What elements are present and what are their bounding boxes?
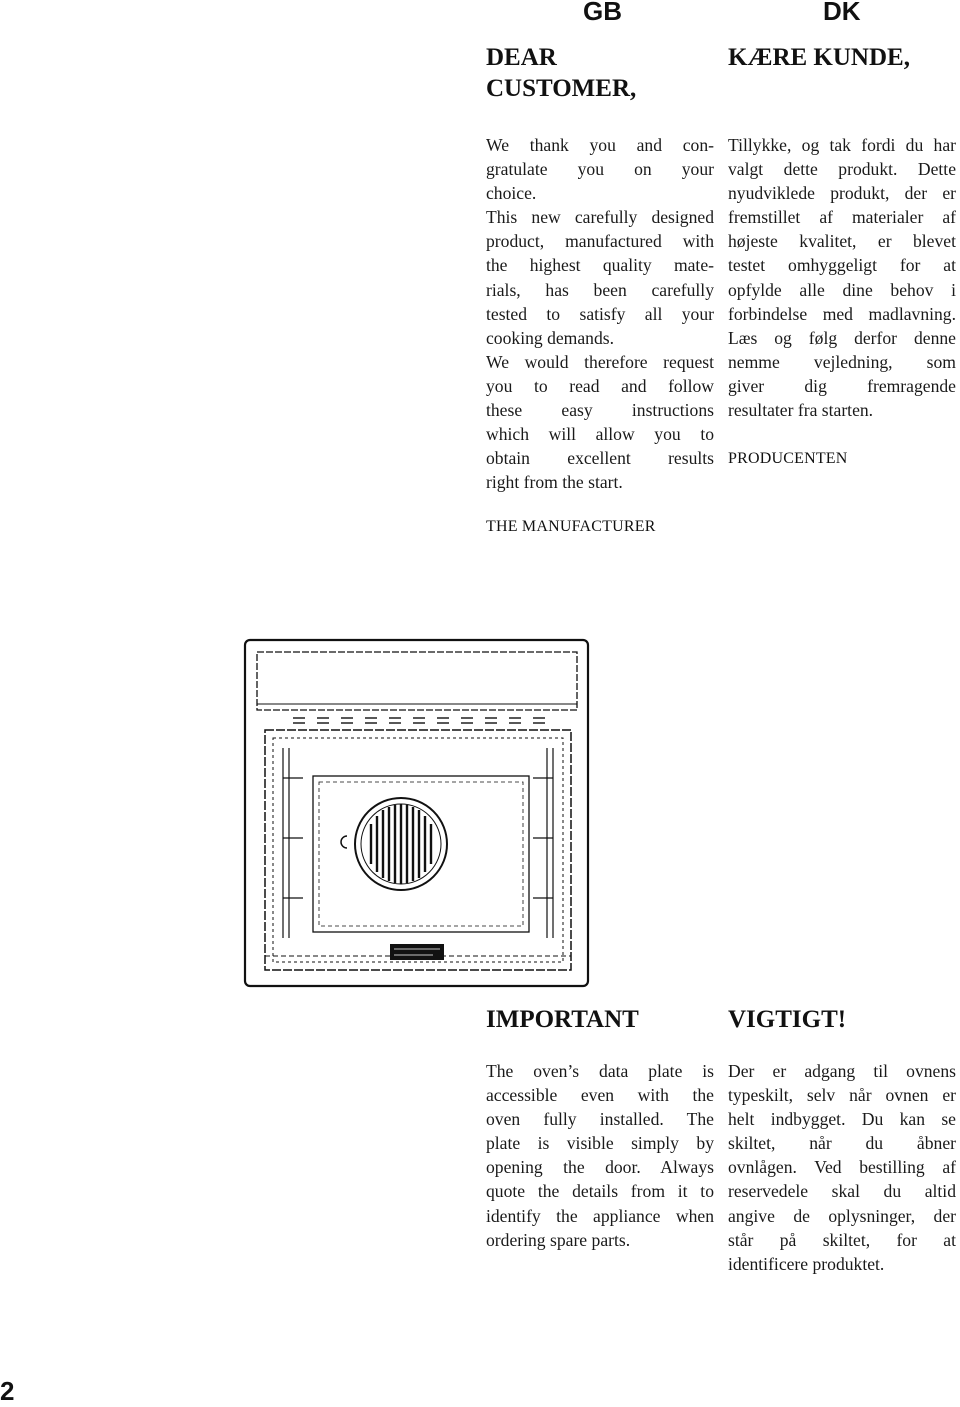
- gb-heading-line-1: DEAR: [486, 44, 557, 71]
- gb-intro-line: which will allow you to: [486, 424, 714, 445]
- language-code-dk: DK: [823, 0, 861, 26]
- gb-important-heading: IMPORTANT: [486, 1006, 639, 1033]
- dk-important-line: reservedele skal du altid: [728, 1181, 956, 1202]
- gb-important-text: [486, 1059, 714, 1252]
- gb-intro-line: cooking demands.: [486, 327, 615, 348]
- dk-important-line: Der er adgang til ovnens: [728, 1061, 956, 1081]
- dk-intro-line: opfylde alle dine behov i: [728, 279, 956, 300]
- gb-intro-line: choice.: [486, 183, 537, 204]
- dk-intro-line: nyudviklede produkt, der er: [728, 183, 956, 204]
- gb-important-line: oven fully installed. The: [486, 1109, 714, 1130]
- dk-intro-line: resultater fra starten.: [728, 400, 874, 421]
- gb-intro-line: obtain excellent results: [486, 448, 714, 469]
- gb-signature: THE MANUFACTURER: [486, 518, 656, 535]
- dk-intro-line: testet omhyggeligt for at: [728, 255, 956, 276]
- dk-intro-line: giver dig fremragende: [728, 375, 956, 396]
- dk-intro-line: højeste kvalitet, er blevet: [728, 231, 956, 252]
- gb-intro-line: the highest quality mate-: [486, 255, 714, 276]
- gb-important-line: quote the details from it to: [486, 1181, 714, 1202]
- gb-intro-line: rials, has been carefully: [486, 279, 714, 300]
- gb-intro-line: product, manufactured with: [486, 231, 714, 252]
- dk-important-line: typeskilt, selv når ovnen er: [728, 1085, 956, 1106]
- dk-important-line: står på skiltet, for at: [728, 1229, 956, 1250]
- gb-important-line: ordering spare parts.: [486, 1229, 631, 1250]
- gb-heading-line-2: CUSTOMER,: [486, 75, 637, 102]
- dk-intro-line: Tillykke, og tak fordi du har: [728, 135, 956, 155]
- gb-important-line: identify the appliance when: [486, 1205, 714, 1226]
- dk-important-line: identificere produktet.: [728, 1253, 885, 1274]
- gb-important-line: accessible even with the: [486, 1085, 714, 1106]
- page-number: 2: [0, 1376, 15, 1406]
- gb-important-line: The oven’s data plate is: [486, 1061, 714, 1081]
- gb-intro-text: [486, 133, 714, 494]
- dk-important-heading: VIGTIGT!: [728, 1006, 847, 1033]
- gb-intro-line: you to read and follow: [486, 375, 714, 396]
- dk-important-line: helt indbygget. Du kan se: [728, 1109, 956, 1130]
- language-code-gb: GB: [583, 0, 622, 26]
- dk-intro-line: fremstillet af materialer af: [728, 207, 956, 228]
- dk-intro-line: forbindelse med madlavning.: [728, 303, 956, 324]
- dk-signature: PRODUCENTEN: [728, 450, 848, 467]
- gb-intro-line: gratulate you on your: [486, 159, 714, 180]
- gb-intro-line: these easy instructions: [486, 400, 714, 421]
- dk-heading: KÆRE KUNDE,: [728, 44, 910, 71]
- dk-important-line: angive de oplysninger, der: [728, 1205, 956, 1226]
- dk-important-text: [728, 1059, 956, 1276]
- gb-intro-line: We thank you and con-: [486, 135, 714, 155]
- gb-important-line: plate is visible simply by: [486, 1133, 714, 1154]
- dk-important-line: skiltet, når du åbner: [728, 1133, 956, 1154]
- dk-intro-text: [728, 133, 956, 422]
- gb-intro-line: We would therefore request: [486, 351, 714, 372]
- gb-heading: [486, 42, 636, 104]
- gb-intro-line: tested to satisfy all your: [486, 303, 714, 324]
- dk-important-line: ovnlågen. Ved bestilling af: [728, 1157, 956, 1178]
- gb-intro-line: This new carefully designed: [486, 207, 714, 228]
- dk-intro-line: valgt dette produkt. Dette: [728, 159, 956, 180]
- gb-important-line: opening the door. Always: [486, 1157, 714, 1178]
- gb-intro-line: right from the start.: [486, 472, 623, 493]
- dk-intro-line: nemme vejledning, som: [728, 351, 956, 372]
- dk-intro-line: Læs og følg derfor denne: [728, 327, 956, 348]
- oven-illustration: [243, 638, 591, 988]
